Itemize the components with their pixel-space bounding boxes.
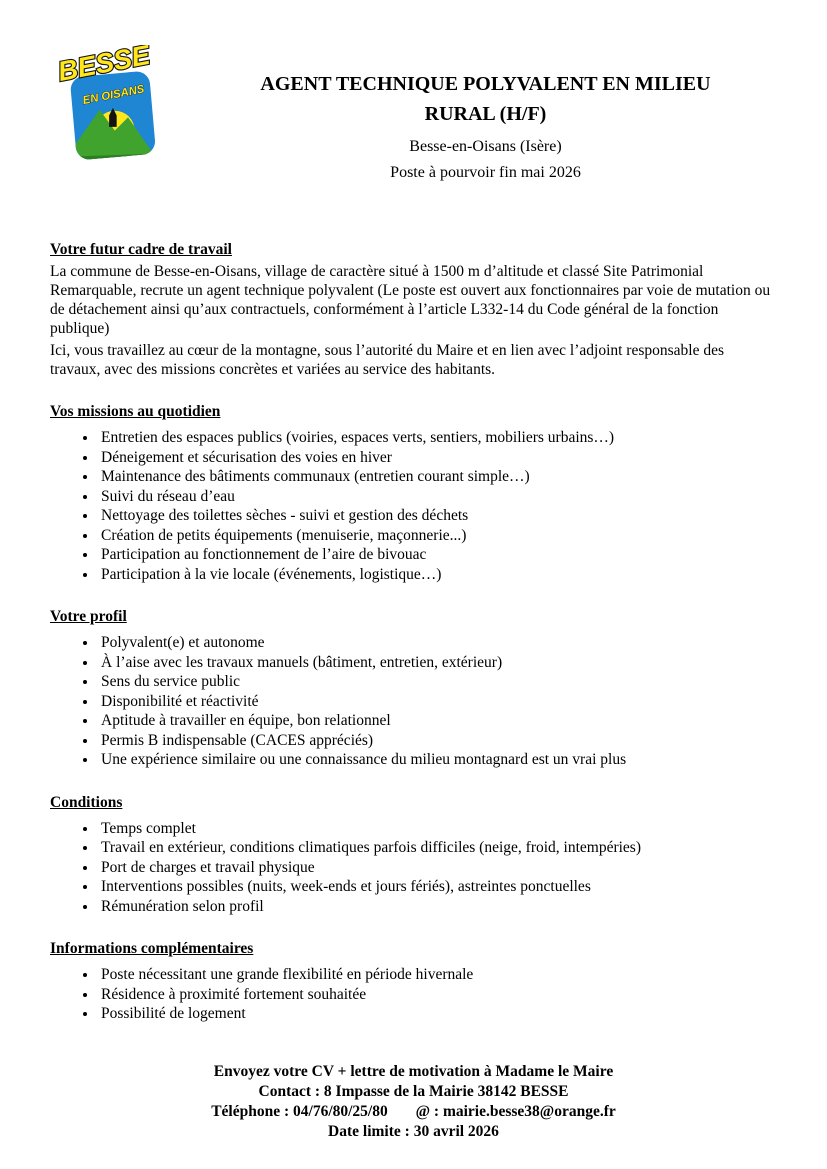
section-heading-cadre: Votre futur cadre de travail xyxy=(50,241,232,258)
list-item: • Déneigement et sécurisation des voies en hiver xyxy=(98,448,777,468)
cadre-paragraph-2: Ici, vous travaillez au cœur de la montagne, sous l’autorité du Maire et en lien avec l’adjoint responsable des travaux, avec des missions concrètes et variées au service des habitants. xyxy=(50,342,725,378)
footer-phone: Téléphone : 04/76/80/25/80 xyxy=(211,1102,388,1120)
list-item: • Possibilité de logement xyxy=(98,1004,777,1024)
logo-text-en-oisans: EN OISANS xyxy=(81,83,146,108)
document-header xyxy=(50,45,777,186)
list-item: • Poste nécessitant une grande flexibilité en période hivernale xyxy=(98,965,777,985)
list-item: • Aptitude à travailler en équipe, bon relationnel xyxy=(98,711,777,731)
footer-line-apply: Envoyez votre CV + lettre de motivation à Madame le Maire xyxy=(213,1062,614,1080)
section-profil xyxy=(50,607,777,770)
list-item: • Rémunération selon profil xyxy=(98,897,777,917)
list-item: • Temps complet xyxy=(98,819,777,839)
subtitle-group xyxy=(194,134,777,186)
list-item: • Entretien des espaces publics (voiries, espaces verts, sentiers, mobiliers urbains…) xyxy=(98,428,777,448)
besse-en-oisans-logo xyxy=(58,45,164,172)
list-item: • Une expérience similaire ou une connaissance du milieu montagnard est un vrai plus xyxy=(98,750,777,770)
list-item: • Interventions possibles (nuits, week-ends et jours fériés), astreintes ponctuelles xyxy=(98,877,777,897)
section-heading-infos: Informations complémentaires xyxy=(50,940,254,957)
list-item: • Travail en extérieur, conditions climatiques parfois difficiles (neige, froid, intempéries) xyxy=(98,838,777,858)
footer-line-phone-email xyxy=(50,1102,777,1122)
page-title-line1: AGENT TECHNIQUE POLYVALENT EN MILIEU xyxy=(260,73,711,95)
list-item: • Port de charges et travail physique xyxy=(98,858,777,878)
section-cadre-de-travail xyxy=(50,240,777,379)
list-item: • Disponibilité et réactivité xyxy=(98,692,777,712)
section-heading-conditions: Conditions xyxy=(50,793,123,811)
logo-graphic xyxy=(58,45,164,167)
logo-text-besse: BESSE xyxy=(58,45,153,88)
list-item: • Sens du service public xyxy=(98,672,777,692)
infos-list xyxy=(50,965,777,1024)
list-item: • À l’aise avec les travaux manuels (bâtiment, entretien, extérieur) xyxy=(98,653,777,673)
list-item: • Participation à la vie locale (événements, logistique…) xyxy=(98,565,777,585)
document-body xyxy=(50,240,777,1024)
list-item: • Création de petits équipements (menuiserie, maçonnerie...) xyxy=(98,526,777,546)
list-item: • Nettoyage des toilettes sèches - suivi et gestion des déchets xyxy=(98,506,777,526)
document-footer xyxy=(50,1062,777,1142)
list-item: • Résidence à proximité fortement souhaitée xyxy=(98,985,777,1005)
footer-email: @ : mairie.besse38@orange.fr xyxy=(415,1102,616,1120)
section-heading-missions: Vos missions au quotidien xyxy=(50,403,221,420)
list-item: • Maintenance des bâtiments communaux (entretien courant simple…) xyxy=(98,467,777,487)
title-block xyxy=(164,45,777,186)
list-item: • Polyvalent(e) et autonome xyxy=(98,633,777,653)
conditions-list xyxy=(50,819,777,917)
section-heading-profil: Votre profil xyxy=(50,608,127,625)
profil-list xyxy=(50,633,777,770)
footer-line-contact: Contact : 8 Impasse de la Mairie 38142 BESSE xyxy=(258,1082,569,1100)
list-item: • Participation au fonctionnement de l’aire de bivouac xyxy=(98,545,777,565)
list-item: • Suivi du réseau d’eau xyxy=(98,487,777,507)
page-title-line2: RURAL (H/F) xyxy=(424,103,547,125)
logo-ground xyxy=(58,153,164,166)
list-item: • Permis B indispensable (CACES appréciés) xyxy=(98,731,777,751)
start-date-subtitle: Poste à pourvoir fin mai 2026 xyxy=(390,164,581,181)
section-missions xyxy=(50,402,777,584)
section-informations-complementaires xyxy=(50,939,777,1024)
cadre-paragraph-1: La commune de Besse-en-Oisans, village de caractère situé à 1500 m d’altitude et classé Site Patrimonial Remarquable, recrute un agent technique polyvalent (Le poste est ouvert aux fonctionnaires par voie de mutation ou de détachement ainsi qu’aux contractuels, conformément à l’article L332-14 du Code général de la fonction publique) xyxy=(50,263,771,337)
footer-line-deadline: Date limite : 30 avril 2026 xyxy=(328,1122,499,1140)
section-conditions xyxy=(50,793,777,917)
missions-list xyxy=(50,428,777,584)
location-subtitle: Besse-en-Oisans (Isère) xyxy=(409,138,562,155)
